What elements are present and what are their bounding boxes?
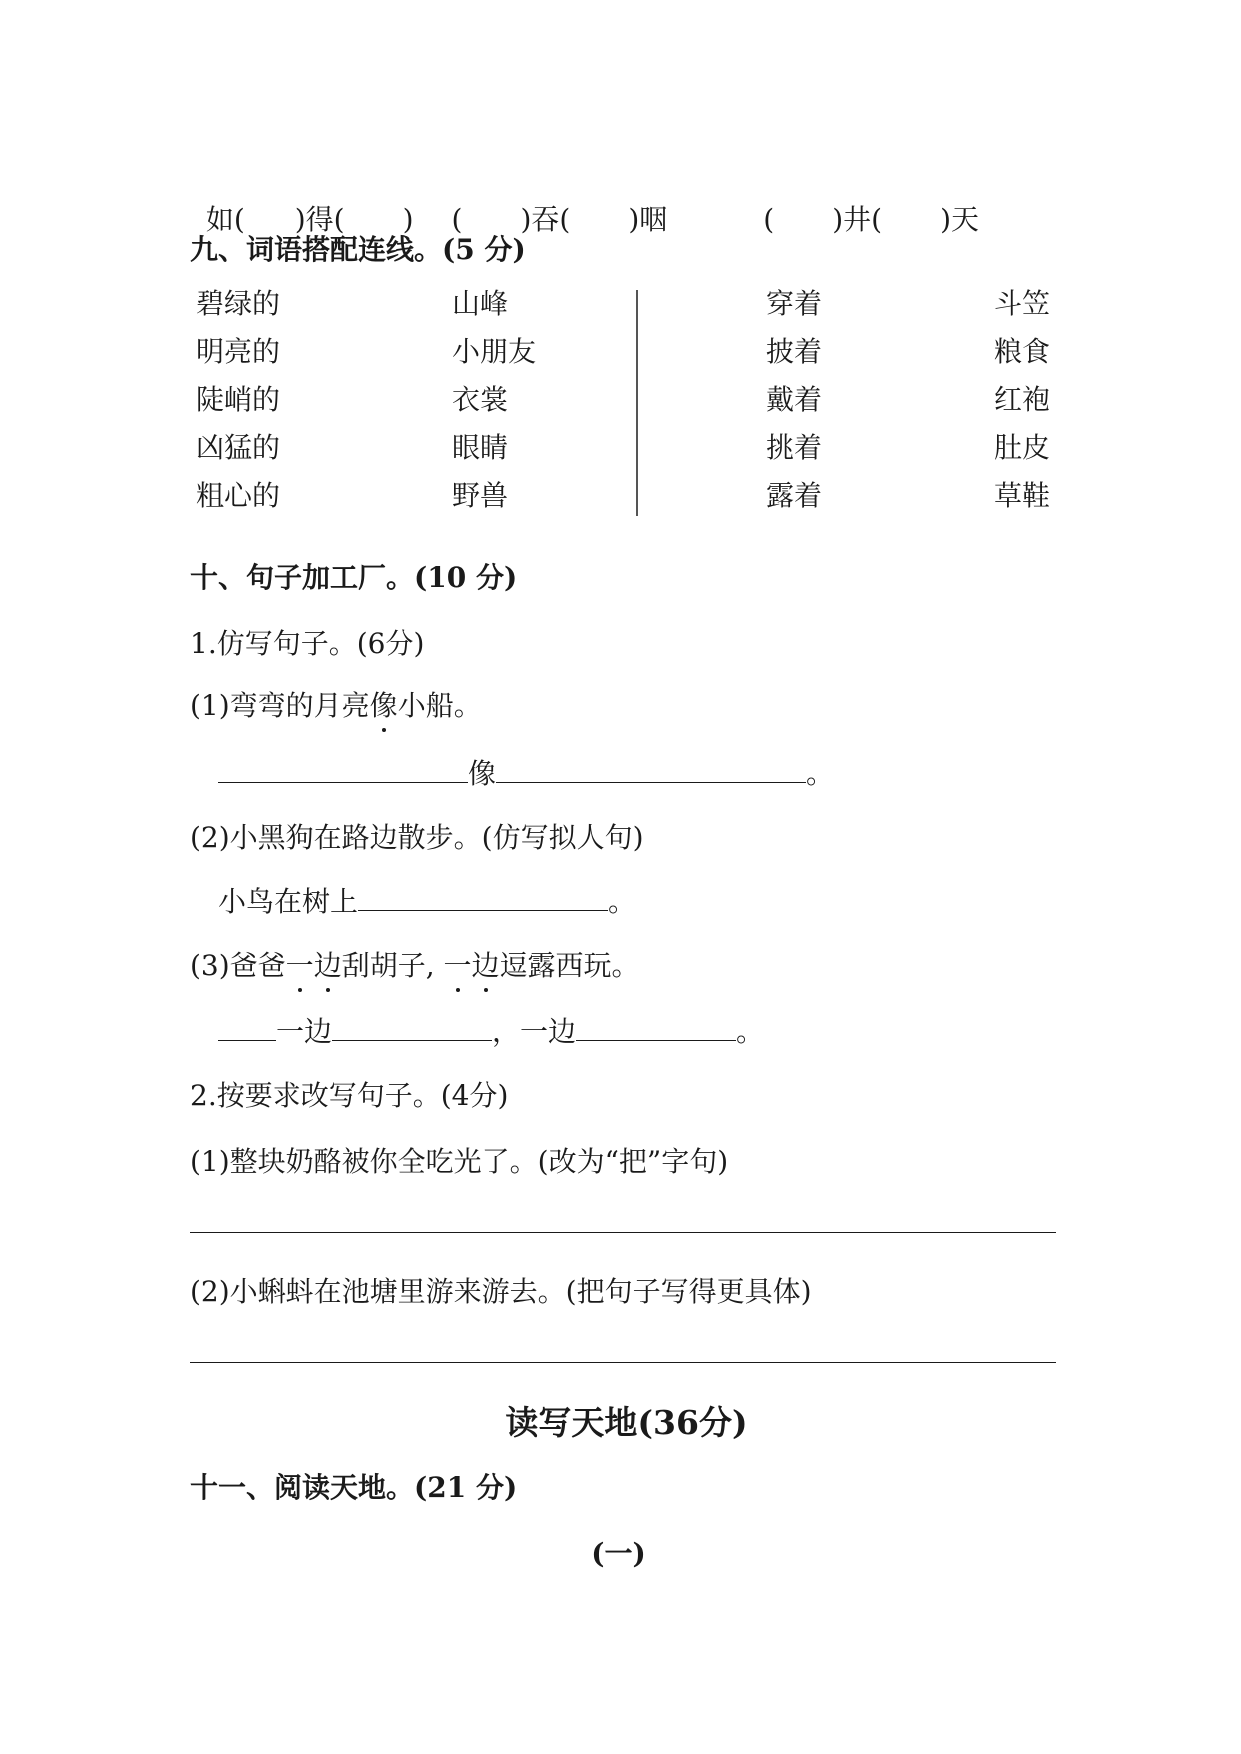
idiom-3-blank-1[interactable] — [774, 203, 832, 229]
idiom-2-start: ( — [451, 203, 463, 236]
question-2-title: 2.按要求改写句子。(4分) — [190, 1079, 509, 1112]
noun-item[interactable]: 红袍 — [994, 383, 1051, 416]
adjective-item[interactable]: 碧绿的 — [196, 287, 281, 320]
idiom-3-end: )天 — [940, 203, 980, 236]
noun-item[interactable]: 斗笠 — [994, 287, 1051, 320]
reading-part-label: (一) — [591, 1537, 646, 1570]
answer-1-2 — [218, 884, 636, 920]
answer-blank[interactable] — [218, 1014, 276, 1041]
noun-column-2 — [994, 286, 1050, 526]
adjective-item[interactable]: 明亮的 — [196, 335, 281, 368]
answer-blank[interactable] — [496, 756, 806, 783]
column-divider — [636, 290, 638, 516]
emphasis-char: 一 — [443, 949, 472, 982]
emphasis-char: 边 — [471, 949, 500, 982]
answer-word: ，一边 — [492, 1015, 577, 1048]
answer-1-3 — [218, 1014, 764, 1050]
q1-3-text-end: 逗露西玩。 — [499, 949, 640, 982]
noun-item[interactable]: 山峰 — [452, 287, 509, 320]
answer-blank[interactable] — [358, 884, 608, 911]
verb-item[interactable]: 露着 — [766, 479, 823, 512]
verb-item[interactable]: 挑着 — [766, 431, 823, 464]
idiom-3-start: ( — [763, 203, 775, 236]
answer-blank[interactable] — [332, 1014, 492, 1041]
idiom-2-end: )咽 — [628, 203, 668, 236]
section-10-title: 十、句子加工厂。(10 分) — [190, 561, 518, 594]
adjective-item[interactable]: 凶猛的 — [196, 431, 281, 464]
verb-item[interactable]: 披着 — [766, 335, 823, 368]
verb-item[interactable]: 戴着 — [766, 383, 823, 416]
emphasis-char: 像 — [369, 689, 398, 722]
question-1-2: (2)小黑狗在路边散步。(仿写拟人句) — [190, 821, 644, 854]
idiom-3-mid: )井( — [832, 203, 883, 236]
question-1-1 — [190, 688, 482, 724]
idiom-3-blank-2[interactable] — [882, 203, 940, 229]
idiom-2-blank-1[interactable] — [462, 203, 520, 229]
question-2-1: (1)整块奶酪被你全吃光了。(改为“把”字句) — [190, 1145, 729, 1178]
idiom-1-blank-1[interactable] — [245, 203, 295, 229]
adjective-item[interactable]: 粗心的 — [196, 479, 281, 512]
emphasis-char: 一 — [285, 949, 314, 982]
answer-word: 像 — [468, 757, 497, 790]
verb-column — [766, 286, 822, 526]
noun-item[interactable]: 草鞋 — [994, 479, 1051, 512]
answer-end: 。 — [806, 757, 835, 790]
question-1-3 — [190, 948, 640, 984]
answer-word: 一边 — [276, 1015, 333, 1048]
idiom-1-end: ) — [402, 203, 414, 236]
q1-3-text: (3)爸爸 — [190, 949, 286, 982]
question-2-2: (2)小蝌蚪在池塘里游来游去。(把句子写得更具体) — [190, 1275, 812, 1308]
q1-1-text-end: 小船。 — [397, 689, 482, 722]
idiom-1-blank-2[interactable] — [345, 203, 403, 229]
section-11-title: 十一、阅读天地。(21 分) — [190, 1471, 518, 1504]
noun-item[interactable]: 野兽 — [452, 479, 509, 512]
verb-item[interactable]: 穿着 — [766, 287, 823, 320]
answer-blank[interactable] — [218, 756, 468, 783]
idiom-fill-line — [188, 166, 979, 238]
noun-item[interactable]: 粮食 — [994, 335, 1051, 368]
idiom-2-blank-2[interactable] — [570, 203, 628, 229]
q1-1-text: (1)弯弯的月亮 — [190, 689, 370, 722]
idiom-1-mid: )得( — [294, 203, 345, 236]
reading-heading: 读写天地(36分) — [505, 1403, 748, 1442]
section-9-title: 九、词语搭配连线。(5 分) — [190, 233, 526, 266]
answer-prefix: 小鸟在树上 — [218, 885, 359, 918]
idiom-1-start: 如( — [205, 203, 245, 236]
noun-item[interactable]: 衣裳 — [452, 383, 509, 416]
answer-line-2-1[interactable] — [190, 1232, 1056, 1233]
adjective-item[interactable]: 陡峭的 — [196, 383, 281, 416]
answer-line-2-2[interactable] — [190, 1362, 1056, 1363]
emphasis-char: 边 — [313, 949, 342, 982]
q1-3-text-mid: 刮胡子, — [341, 949, 444, 982]
answer-end: 。 — [736, 1015, 765, 1048]
answer-1-1 — [218, 756, 834, 792]
noun-column-1 — [452, 286, 536, 526]
noun-item[interactable]: 小朋友 — [452, 335, 537, 368]
idiom-2-mid: )吞( — [520, 203, 571, 236]
question-1-title: 1.仿写句子。(6分) — [190, 627, 425, 660]
adjective-column — [196, 286, 280, 526]
noun-item[interactable]: 肚皮 — [994, 431, 1051, 464]
answer-blank[interactable] — [576, 1014, 736, 1041]
noun-item[interactable]: 眼睛 — [452, 431, 509, 464]
answer-end: 。 — [608, 885, 637, 918]
